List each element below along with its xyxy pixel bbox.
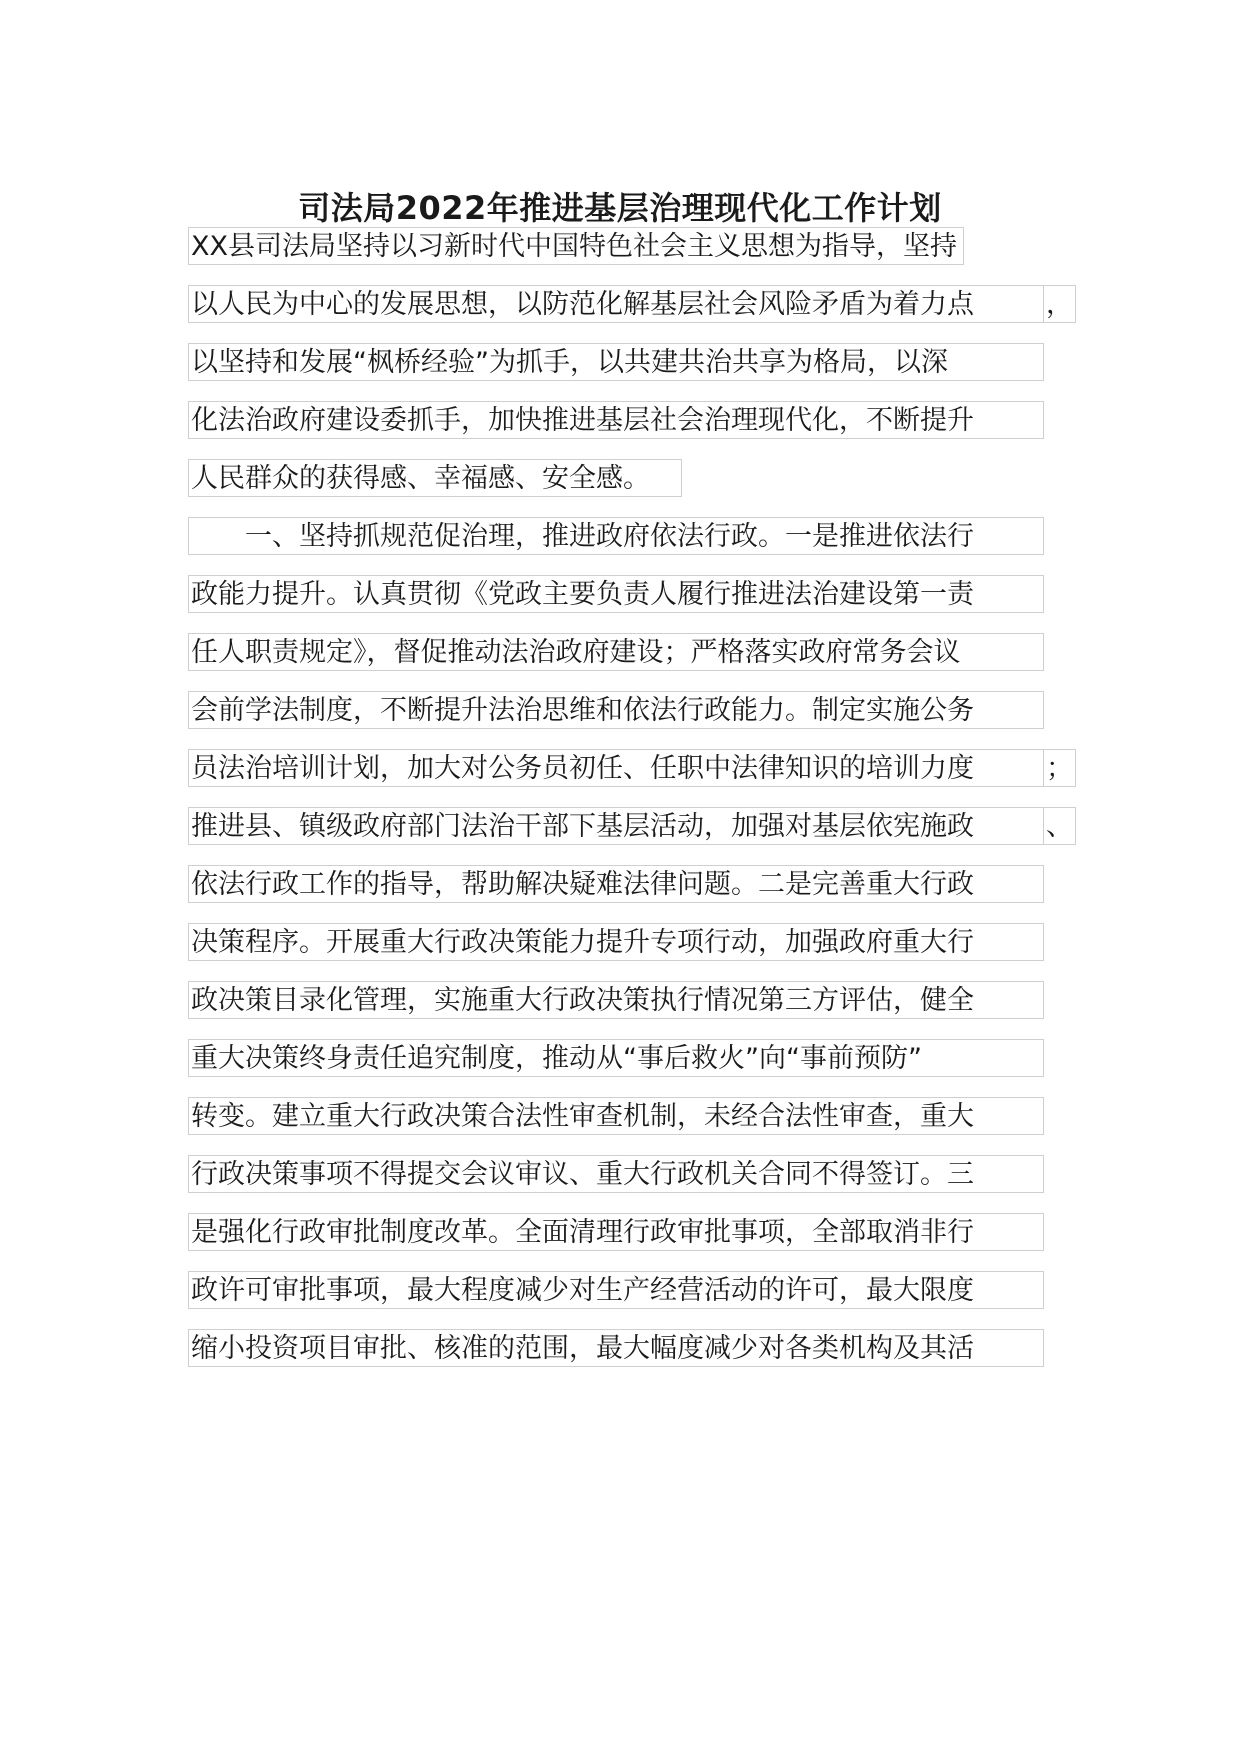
text-line: 任人职责规定》，督促推动法治政府建设；严格落实政府常务会议 [188,633,1044,671]
text-line: 政能力提升。认真贯彻《党政主要负责人履行推进法治建设第一责 [188,575,1044,613]
text-line: 是强化行政审批制度改革。全面清理行政审批事项，全部取消非行 [188,1213,1044,1251]
text-line: XX县司法局坚持以习新时代中国特色社会主义思想为指导，坚持 [188,227,964,265]
page-title: 司法局2022年推进基层治理现代化工作计划 [298,189,942,227]
text-line: 行政决策事项不得提交会议审议、重大行政机关合同不得签订。三 [188,1155,1044,1193]
text-line: 政决策目录化管理，实施重大行政决策执行情况第三方评估，健全 [188,981,1044,1019]
text-line: 推进县、镇级政府部门法治干部下基层活动，加强对基层依宪施政 [188,807,1044,845]
text-line: 以人民为中心的发展思想，以防范化解基层社会风险矛盾为着力点 [188,285,1044,323]
text-line: 人民群众的获得感、幸福感、安全感。 [188,459,682,497]
text-line-overflow: ， [1044,285,1076,323]
text-line-overflow: ； [1044,749,1076,787]
text-line-overflow: 、 [1044,807,1076,845]
text-line: 员法治培训计划，加大对公务员初任、任职中法律知识的培训力度 [188,749,1044,787]
text-line: 依法行政工作的指导，帮助解决疑难法律问题。二是完善重大行政 [188,865,1044,903]
text-line: 决策程序。开展重大行政决策能力提升专项行动，加强政府重大行 [188,923,1044,961]
text-line: 化法治政府建设委抓手，加快推进基层社会治理现代化，不断提升 [188,401,1044,439]
text-line: 政许可审批事项，最大程度减少对生产经营活动的许可，最大限度 [188,1271,1044,1309]
text-line: 一、坚持抓规范促治理，推进政府依法行政。一是推进依法行 [188,517,1044,555]
text-line: 会前学法制度，不断提升法治思维和依法行政能力。制定实施公务 [188,691,1044,729]
text-line: 转变。建立重大行政决策合法性审查机制，未经合法性审查，重大 [188,1097,1044,1135]
text-line: 缩小投资项目审批、核准的范围，最大幅度减少对各类机构及其活 [188,1329,1044,1367]
text-line: 重大决策终身责任追究制度，推动从“事后救火”向“事前预防” [188,1039,1044,1077]
text-line: 以坚持和发展“枫桥经验”为抓手，以共建共治共享为格局，以深 [188,343,1044,381]
